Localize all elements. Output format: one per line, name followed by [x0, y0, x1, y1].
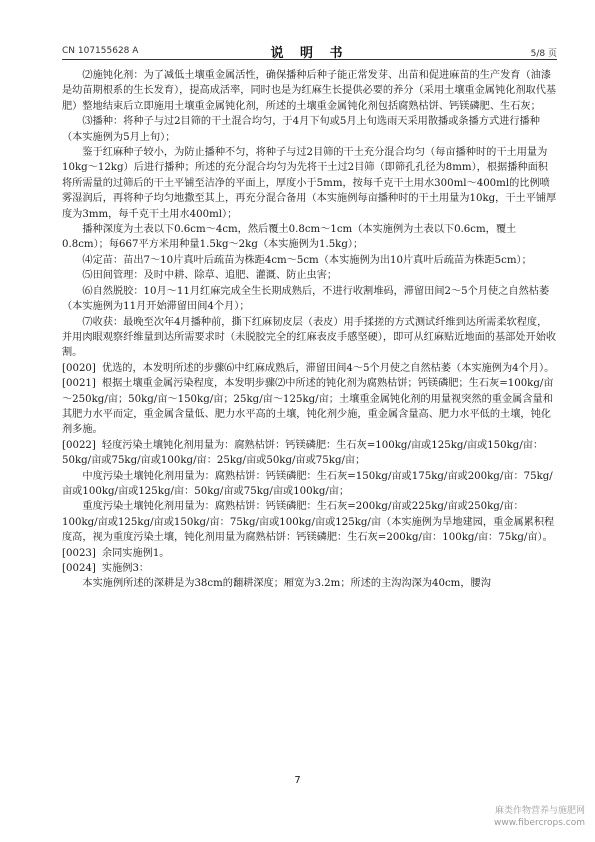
paragraph-text: 根据土壤重金属污染程度，本发明步骤⑵中所述的钝化剂为腐熟枯饼；钙镁磷肥；生石灰=100kg/亩～250kg/亩；50kg/亩～150kg/亩；25kg/亩～125kg/亩；土壤重金属钝化剂的用量视突然的重金属含量和其肥力水平而定，重金属含量低、肥力水平高的土壤，钝化剂少施，重金属含量高、肥力水平低的土壤，钝化剂多施。 — [62, 378, 554, 436]
paragraph-number: [0023] — [62, 547, 96, 559]
page-number: 7 — [294, 775, 301, 786]
watermark-url: www.fibercrops.com — [494, 818, 585, 828]
paragraph-text: 轻度污染土壤钝化剂用量为：腐熟枯饼：钙镁磷肥：生石灰=100kg/亩或125kg/亩或150kg/亩：50kg/亩或75kg/亩或100kg/亩：25kg/亩或50kg/亩或75kg/亩； — [62, 439, 544, 467]
paragraph-text: ⑵施钝化剂：为了减低土壤重金属活性，确保播种后种子能正常发芽、出苗和促进麻苗的生产发育（油漆是幼苗期根系的生长发育），提高成活率，同时也是为红麻生长提供必要的养分（采用土壤重金属钝化剂取代基肥）整地结束后立即施用土壤重金属钝化剂，所述的土壤重金属钝化剂包括腐熟枯饼、钙镁磷肥、生石灰； — [62, 70, 557, 112]
document-title: 说 明 书 — [270, 46, 349, 61]
paragraph — [62, 546, 557, 561]
paragraph-number: [0024] — [62, 563, 96, 574]
paragraph-number: [0022] — [62, 439, 96, 451]
paragraph — [62, 576, 557, 591]
paragraph — [62, 253, 557, 268]
page-indicator: 5/8 页 — [530, 49, 557, 59]
paragraph — [62, 469, 557, 500]
watermark-title: 麻类作物营养与施肥网 — [494, 806, 585, 816]
paragraph-text: ⑶播种：将种子与过2目筛的干土混合均匀，于4月下旬或5月上旬选雨天采用散播或条播方式进行播种（本实施例为5月上旬）； — [62, 116, 540, 143]
paragraph-text: ⑹自然脱胶：10月～11月红麻完成全生长期成熟后，不进行收割堆码，滞留田间2～5个月使之自然枯萎（本实施例为11月开始滞留田间4个月）； — [62, 285, 550, 313]
header-rule — [62, 59, 557, 60]
paragraph — [62, 268, 557, 283]
paragraph — [62, 222, 557, 253]
page-header — [62, 44, 557, 61]
paragraph — [62, 561, 557, 576]
patent-number: CN 107155628 A — [62, 46, 139, 56]
paragraph-text: 中度污染土壤钝化剂用量为：腐熟枯饼：钙镁磷肥：生石灰=150kg/亩或175kg/亩或200kg/亩：75kg/亩或100kg/亩或125kg/亩：50kg/亩或75kg/亩或100kg/亩； — [62, 470, 553, 497]
paragraph-text: 重度污染土壤钝化剂用量为：腐熟枯饼：钙镁磷肥：生石灰=200kg/亩或225kg/亩或250kg/亩：100kg/亩或125kg/亩或150kg/亩：75kg/亩或100kg/亩或125kg/亩（本实施例为旱地建园，重金属累积程度高，视为重度污染土壤，钝化剂用量为腐熟枯饼：钙镁磷肥：生石灰=200kg/亩：100kg/亩：75kg/亩）。 — [62, 501, 555, 544]
paragraph-text: 本实施例所述的深耕是为38cm的翻耕深度；厢宽为3.2m；所述的主沟沟深为40cm，腰沟 — [82, 578, 491, 590]
paragraph — [62, 315, 557, 361]
paragraph-text: ⑸田间管理：及时中耕、除草、追肥、灌溉、防止虫害； — [82, 270, 338, 282]
paragraph — [62, 114, 557, 145]
paragraph-text: 优选的，本发明所述的步骤⑹中红麻成熟后，滞留田间4～5个月使之自然枯萎（本实施例为4个月）。 — [101, 362, 555, 374]
paragraph — [62, 376, 557, 438]
paragraph — [62, 284, 557, 315]
paragraph — [62, 68, 557, 114]
paragraph — [62, 499, 557, 545]
paragraph-number: [0021] — [62, 378, 96, 390]
paragraph-number: [0020] — [62, 362, 96, 374]
paragraph-text: 播种深度为土表以下0.6cm～4cm，然后覆土0.8cm～1cm（本实施例为土表以下0.6cm，覆土0.8cm）；每667平方米用种量1.5kg～2kg（本实施例为1.5kg）； — [62, 224, 517, 251]
paragraph-text: 余同实施例1。 — [101, 547, 170, 559]
site-watermark — [494, 805, 585, 829]
paragraph-text: ⑺收获：最晚至次年4月播种前，撕下红麻韧皮层（表皮）用手揉搓的方式测试纤维到达所需柔软程度，并用肉眼观察纤维量到达所需要求时（未脱胶完全的红麻表皮手感坚硬），即可从红麻贴近地面的基部处开始收割。 — [62, 316, 557, 359]
paragraph — [62, 145, 557, 222]
document-body — [62, 68, 557, 752]
paragraph-text: 鉴于红麻种子较小，为防止播种不匀，将种子与过2目筛的干土充分混合均匀（每亩播种时的干土用量为10kg～12kg）后进行播种；所述的充分混合均匀为先将干土过2目筛（即筛孔孔径为8mm），根据播种面积将所需量的过筛后的干土平铺至洁净的平面上，厚度小于5mm，按每千克干土用水300ml～400ml的比例喷雾湿润后，再将种子均匀地撒至其上，再充分混合备用（本实施例每亩播种时的干土用量为10kg，干土平铺厚度为3mm，每千克干土用水400ml）； — [62, 147, 557, 220]
paragraph-text: 实施例3： — [101, 563, 150, 574]
paragraph — [62, 438, 557, 469]
paragraph-text: ⑷定苗：苗出7～10片真叶后疏苗为株距4cm～5cm（本实施例为出10片真叶后疏苗为株距5cm）； — [82, 254, 532, 266]
paragraph — [62, 361, 557, 376]
